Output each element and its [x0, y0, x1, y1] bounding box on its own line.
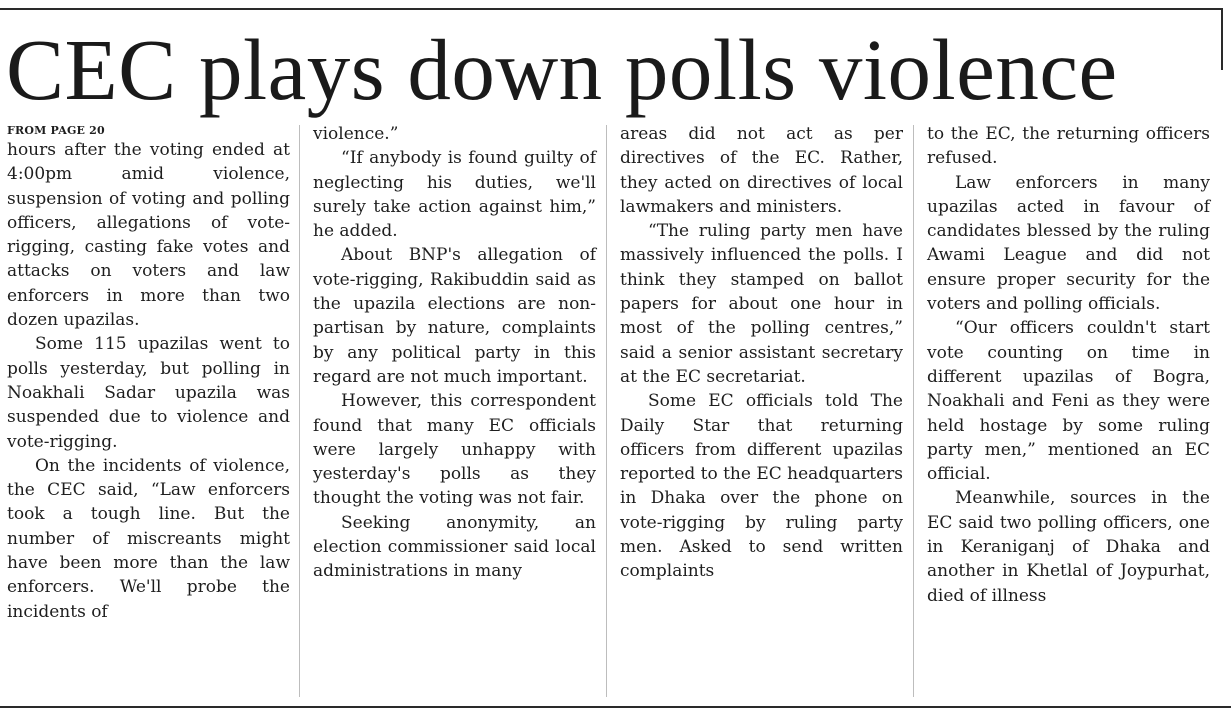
paragraph: However, this correspondent found that many EC officials were largely unhappy with yesterday's polls as they thought the voting was not fair. — [313, 391, 596, 509]
article-headline: CEC plays down polls violence — [6, 21, 1118, 118]
paragraph: “The ruling party men have massively influenced the polls. I think they stamped on ballot papers for about one hour in most of the polling centres,” said a senior assistant secretary at the EC secretariat. — [620, 221, 903, 387]
paragraph: hours after the voting ended at 4:00pm amid violence, suspension of voting and polling officers, allegations of vote-rigging, casting fake votes and attacks on voters and law enforcers in more than two dozen upazilas. — [7, 140, 290, 331]
paragraph: Seeking anonymity, an election commissioner said local administrations in many — [313, 512, 596, 582]
article-column-4 — [927, 122, 1210, 608]
article-column-2 — [313, 122, 596, 584]
paragraph: Some 115 upazilas went to polls yesterday, but polling in Noakhali Sadar upazila was suspended due to violence and vote-rigging. — [7, 334, 290, 452]
top-border-rule — [0, 8, 1223, 10]
paragraph: “Our officers couldn't start vote counting on time in different upazilas of Bogra, Noakhali and Feni as they were held hostage by some ruling party men,” mentioned an EC official. — [927, 318, 1210, 485]
column-divider — [299, 125, 300, 697]
paragraph: violence.” — [313, 124, 399, 144]
paragraph: “If anybody is found guilty of neglecting his duties, we'll surely take action against him,” he added. — [313, 148, 596, 242]
column-divider — [913, 125, 914, 697]
paragraph: Some EC officials told The Daily Star that returning officers from different upazilas reported to the EC headquarters in Dhaka over the phone on vote-rigging by ruling party men. Asked to send written complaints — [620, 391, 904, 582]
paragraph: areas did not act as per directives of the EC. Rather, they acted on directives of local lawmakers and ministers. — [620, 124, 903, 217]
bottom-border-rule — [0, 706, 1231, 708]
top-right-border-rule — [1221, 8, 1223, 70]
paragraph: Meanwhile, sources in the EC said two polling officers, one in Keraniganj of Dhaka and another in Khetlal of Joypurhat, died of illness — [927, 488, 1210, 606]
paragraph: About BNP's allegation of vote-rigging, Rakibuddin said as the upazila elections are non-partisan by nature, complaints by any political party in this regard are not much important. — [313, 245, 596, 387]
paragraph: to the EC, the returning officers refused. — [927, 124, 1210, 169]
article-column-1 — [7, 124, 290, 624]
article-column-3 — [620, 122, 903, 584]
column-divider — [606, 125, 607, 697]
paragraph: On the incidents of violence, the CEC said, “Law enforcers took a tough line. But the number of miscreants might have been more than the law enforcers. We'll probe the incidents of — [7, 455, 290, 622]
jump-label: FROM PAGE 20 — [7, 124, 105, 137]
paragraph: Law enforcers in many upazilas acted in favour of candidates blessed by the ruling Awami League and did not ensure proper security for the voters and polling officials. — [927, 172, 1210, 315]
